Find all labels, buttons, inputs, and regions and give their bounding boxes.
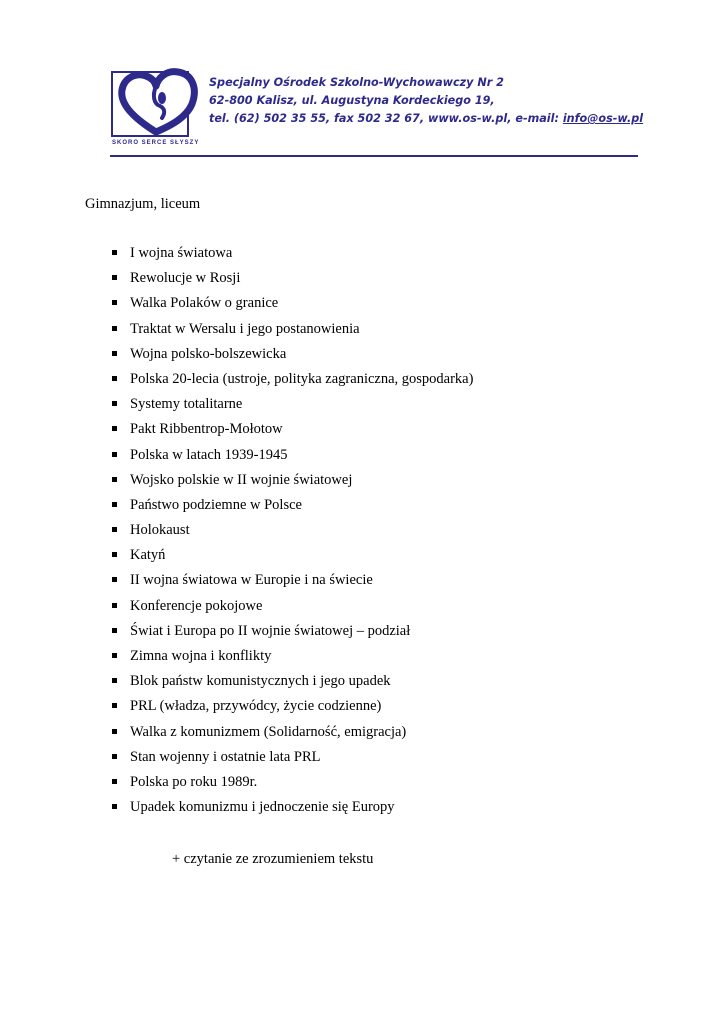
topic-label: Państwo podziemne w Polsce [130, 496, 302, 513]
square-bullet-icon [112, 351, 117, 356]
topic-list-item [110, 597, 473, 622]
topic-label: Holokaust [130, 522, 190, 539]
topic-list-item [110, 294, 473, 319]
square-bullet-icon [112, 603, 117, 608]
topic-label: Wojsko polskie w II wojnie światowej [130, 471, 353, 488]
topic-list-item [110, 471, 473, 496]
topic-label: Blok państw komunistycznych i jego upadek [130, 673, 391, 690]
square-bullet-icon [112, 426, 117, 431]
letterhead [0, 0, 725, 160]
topic-list-item [110, 748, 473, 773]
square-bullet-icon [112, 376, 117, 381]
topic-label: Świat i Europa po II wojnie światowej – podział [130, 622, 411, 639]
topic-label: Walka Polaków o granice [130, 295, 279, 312]
square-bullet-icon [112, 527, 117, 532]
square-bullet-icon [112, 754, 117, 759]
square-bullet-icon [112, 275, 117, 280]
square-bullet-icon [112, 678, 117, 683]
topic-list-item [110, 571, 473, 596]
square-bullet-icon [112, 401, 117, 406]
topic-list-item [110, 622, 473, 647]
topic-list-item [110, 672, 473, 697]
topic-label: Walka z komunizmem (Solidarność, emigracja) [130, 723, 407, 740]
topic-label: Katyń [130, 547, 166, 564]
topic-list-item [110, 546, 473, 571]
email-link[interactable]: info@os-w.pl [562, 112, 644, 125]
topic-label: Polska w latach 1939-1945 [130, 446, 288, 463]
square-bullet-icon [112, 477, 117, 482]
topic-label: PRL (władza, przywódcy, życie codzienne) [130, 698, 382, 715]
page-subtitle: Gimnazjum, liceum [85, 196, 201, 212]
topic-label: Wojna polsko-bolszewicka [130, 345, 287, 362]
topic-list-item [110, 420, 473, 445]
square-bullet-icon [112, 779, 117, 784]
topic-label: Polska po roku 1989r. [130, 773, 258, 790]
logo-caption: SKORO SERCE SŁYSZY [112, 140, 200, 146]
square-bullet-icon [112, 250, 117, 255]
topic-list-item [110, 320, 473, 345]
topic-list-item [110, 647, 473, 672]
topic-label: Upadek komunizmu i jednoczenie się Europy [130, 799, 395, 816]
topic-list-item [110, 269, 473, 294]
organization-info [209, 74, 643, 128]
topic-label: Traktat w Wersalu i jego postanowienia [130, 320, 360, 337]
square-bullet-icon [112, 502, 117, 507]
topic-list-item [110, 244, 473, 269]
square-bullet-icon [112, 577, 117, 582]
heart-ear-logo-icon [110, 66, 202, 142]
square-bullet-icon [112, 703, 117, 708]
organization-address: 62-800 Kalisz, ul. Augustyna Kordeckiego 19, [209, 94, 495, 107]
topic-list-item [110, 345, 473, 370]
topic-label: Konferencje pokojowe [130, 597, 263, 614]
topic-list-item [110, 395, 473, 420]
topic-list-item [110, 370, 473, 395]
topic-list-item [110, 773, 473, 798]
topic-label: Stan wojenny i ostatnie lata PRL [130, 748, 321, 765]
square-bullet-icon [112, 653, 117, 658]
square-bullet-icon [112, 300, 117, 305]
topic-list-item [110, 697, 473, 722]
topic-list-item [110, 521, 473, 546]
topic-label: I wojna światowa [130, 245, 233, 261]
square-bullet-icon [112, 628, 117, 633]
topic-label: Zimna wojna i konflikty [130, 648, 272, 664]
topic-label: Rewolucje w Rosji [130, 270, 241, 287]
topic-list-item [110, 496, 473, 521]
organization-name: Specjalny Ośrodek Szkolno-Wychowawczy Nr 2 [209, 76, 504, 89]
topic-label: Pakt Ribbentrop-Mołotow [130, 421, 283, 438]
square-bullet-icon [112, 729, 117, 734]
header-divider [110, 155, 638, 157]
topic-list-item [110, 446, 473, 471]
topic-list-item [110, 723, 473, 748]
square-bullet-icon [112, 804, 117, 809]
organization-contact [209, 110, 643, 128]
contact-details: tel. (62) 502 35 55, fax 502 32 67, www.os-w.pl, e-mail: [209, 112, 563, 125]
topic-label: II wojna światowa w Europie i na świecie [130, 572, 373, 589]
square-bullet-icon [112, 552, 117, 557]
additional-note: + czytanie ze zrozumieniem tekstu [172, 851, 374, 867]
topic-label: Systemy totalitarne [130, 396, 243, 413]
topic-label: Polska 20-lecia (ustroje, polityka zagraniczna, gospodarka) [130, 370, 474, 387]
topic-list-item [110, 798, 473, 823]
square-bullet-icon [112, 452, 117, 457]
topic-list [110, 244, 473, 823]
square-bullet-icon [112, 326, 117, 331]
